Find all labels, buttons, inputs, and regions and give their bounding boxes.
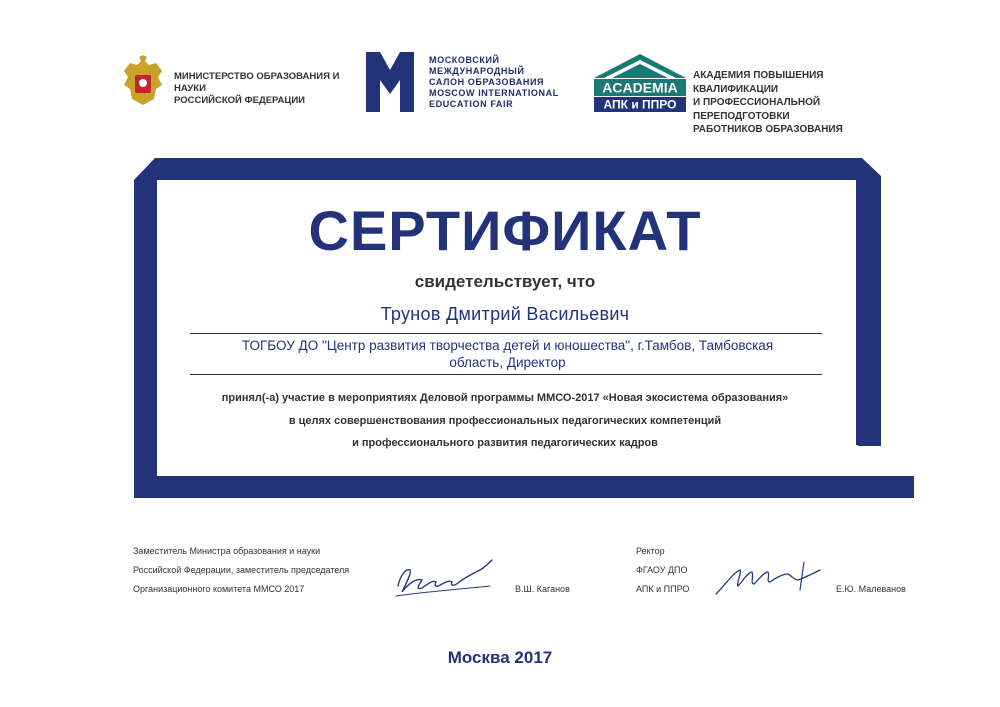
left-signature-image [392,556,500,602]
organization-underline [190,374,822,375]
certificate-body: принял(-а) участие в мероприятиях Деловой программы ММСО-2017 «Новая экосистема образования» в целях совершенствования профессиональных педагогических компетенций и профессионального развития педагогических кадров [221,392,789,449]
certificate-title: СЕРТИФИКАТ [308,199,702,262]
left-signatory-name: В.Ш. Каганов [515,584,570,594]
recipient-name: Трунов Дмитрий Васильевич [380,304,630,324]
recipient-underline [190,333,822,334]
certificate-subtitle: свидетельствует, что [414,272,596,291]
right-signatory-title: Ректор ФГАОУ ДПО АПК и ППРО [636,546,690,594]
academia-logo-word: ACADEMIA [602,79,678,96]
right-signature-image [712,560,834,600]
academia-name: АКАДЕМИЯ ПОВЫШЕНИЯ КВАЛИФИКАЦИИ И ПРОФЕССИОНАЛЬНОЙ ПЕРЕПОДГОТОВКИ РАБОТНИКОВ ОБРАЗОВАНИЯ [693,70,843,135]
place-and-year: Москва 2017 [447,648,553,667]
recipient-organization: ТОГБОУ ДО "Центр развития творчества детей и юношества", г.Тамбов, Тамбовская область, Директор [241,338,774,370]
ministry-name: МИНИСТЕРСТВО ОБРАЗОВАНИЯ И НАУКИ РОССИЙСКОЙ ФЕДЕРАЦИИ [174,71,340,106]
academia-logo-sub: АПК и ППРО [603,97,677,112]
mmso-name: МОСКОВСКИЙ МЕЖДУНАРОДНЫЙ САЛОН ОБРАЗОВАНИЯ MOSCOW INTERNATIONAL EDUCATION FAIR [429,55,559,109]
right-signatory-name: Е.Ю. Малеванов [836,584,906,594]
left-signatory-title: Заместитель Министра образования и науки Российской Федерации, заместитель председателя Организационного комитета ММСО 2017 [133,546,350,594]
